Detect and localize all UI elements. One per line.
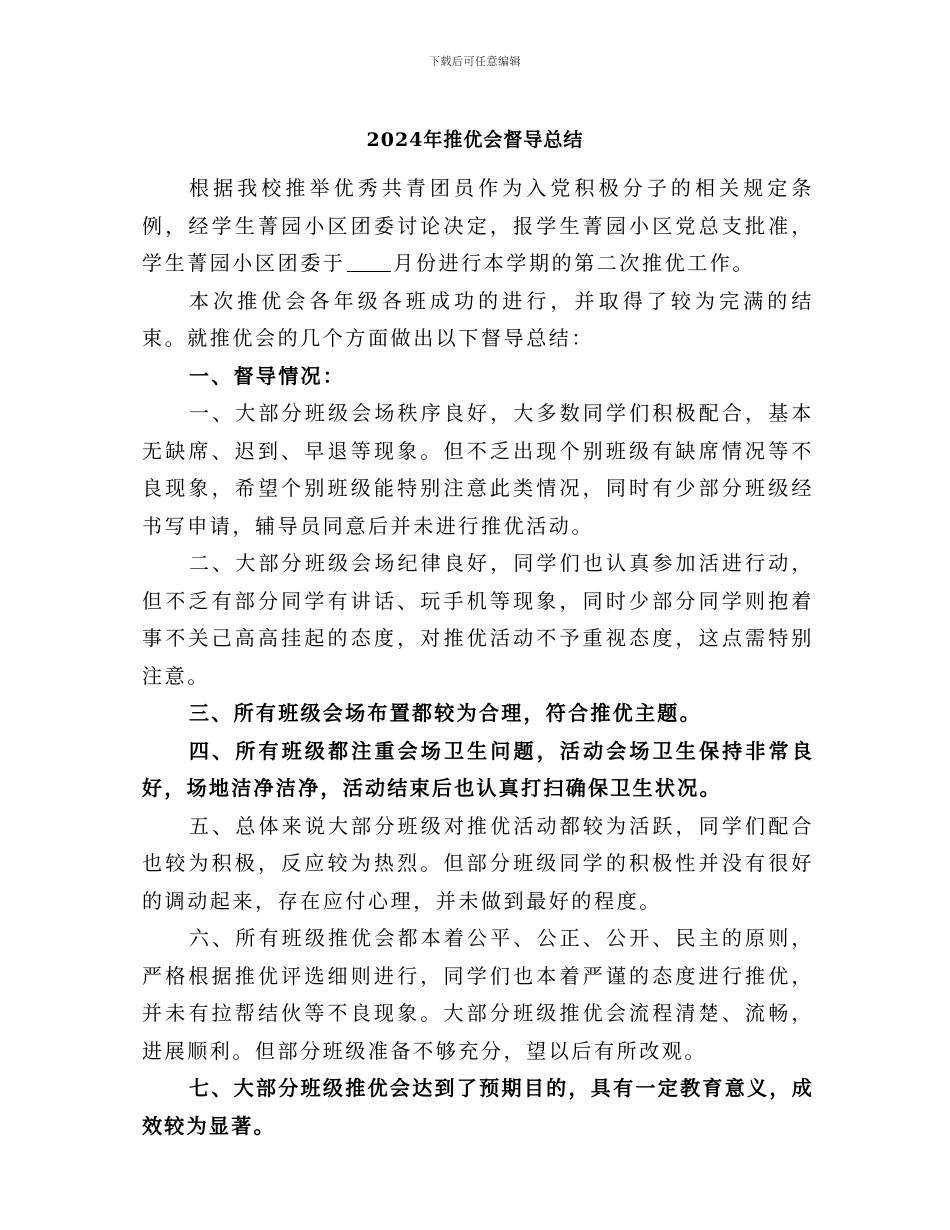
paragraph-item-3: 三、所有班级会场布置都较为合理，符合推优主题。 [189, 701, 702, 725]
paragraph-item-5: 五、总体来说大部分班级对推优活动都较为活跃，同学们配合也较为积极，反应较为热烈。但部分班级同学的积极性并没有很好的调动起来，存在应付心理，并未做到最好的程度。 [142, 813, 814, 913]
paragraph-item-1: 一、大部分班级会场秩序良好，大多数同学们积极配合，基本无缺席、迟到、早退等现象。但不乏出现个别班级有缺席情况等不良现象，希望个别班级能特别注意此类情况，同时有少部分班级经书写申请，辅导员同意后并未进行推优活动。 [142, 401, 814, 538]
paragraph-intro-text-a: 根据我校推举优秀共青团员作为入党积极分子的相关规定条例，经学生菁园小区团委讨论决定，报学生菁园小区党总支批准，学生菁园小区团委于 [142, 176, 814, 275]
document-title: 2024年推优会督导总结 [366, 129, 584, 151]
paragraph-item-2: 二、大部分班级会场纪律良好，同学们也认真参加活进行动，但不乏有部分同学有讲话、玩手机等现象，同时少部分同学则抱着事不关己高高挂起的态度，对推优活动不予重视态度，这点需特别注意。 [142, 551, 814, 688]
fill-in-blank [347, 251, 391, 272]
document-body [142, 170, 814, 1145]
section-heading-supervision: 一、督导情况： [189, 363, 346, 388]
header-note: 下载后可任意编辑 [429, 55, 521, 68]
paragraph-item-7: 七、大部分班级推优会达到了预期目的，具有一定教育意义，成效较为显著。 [142, 1076, 814, 1138]
paragraph-intro [142, 170, 814, 283]
paragraph-intro-text-b: 月份进行本学期的第二次推优工作。 [393, 251, 756, 275]
paragraph-item-6: 六、所有班级推优会都本着公平、公正、公开、民主的原则，严格根据推优评选细则进行，同学们也本着严谨的态度进行推优，并未有拉帮结伙等不良现象。大部分班级推优会流程清楚、流畅，进展顺利。但部分班级准备不够充分，望以后有所改观。 [142, 926, 814, 1063]
paragraph-item-4: 四、所有班级都注重会场卫生问题，活动会场卫生保持非常良好，场地洁净洁净，活动结束后也认真打扫确保卫生状况。 [142, 738, 814, 800]
paragraph-summary-intro: 本次推优会各年级各班成功的进行，并取得了较为完满的结束。就推优会的几个方面做出以下督导总结： [142, 288, 814, 350]
